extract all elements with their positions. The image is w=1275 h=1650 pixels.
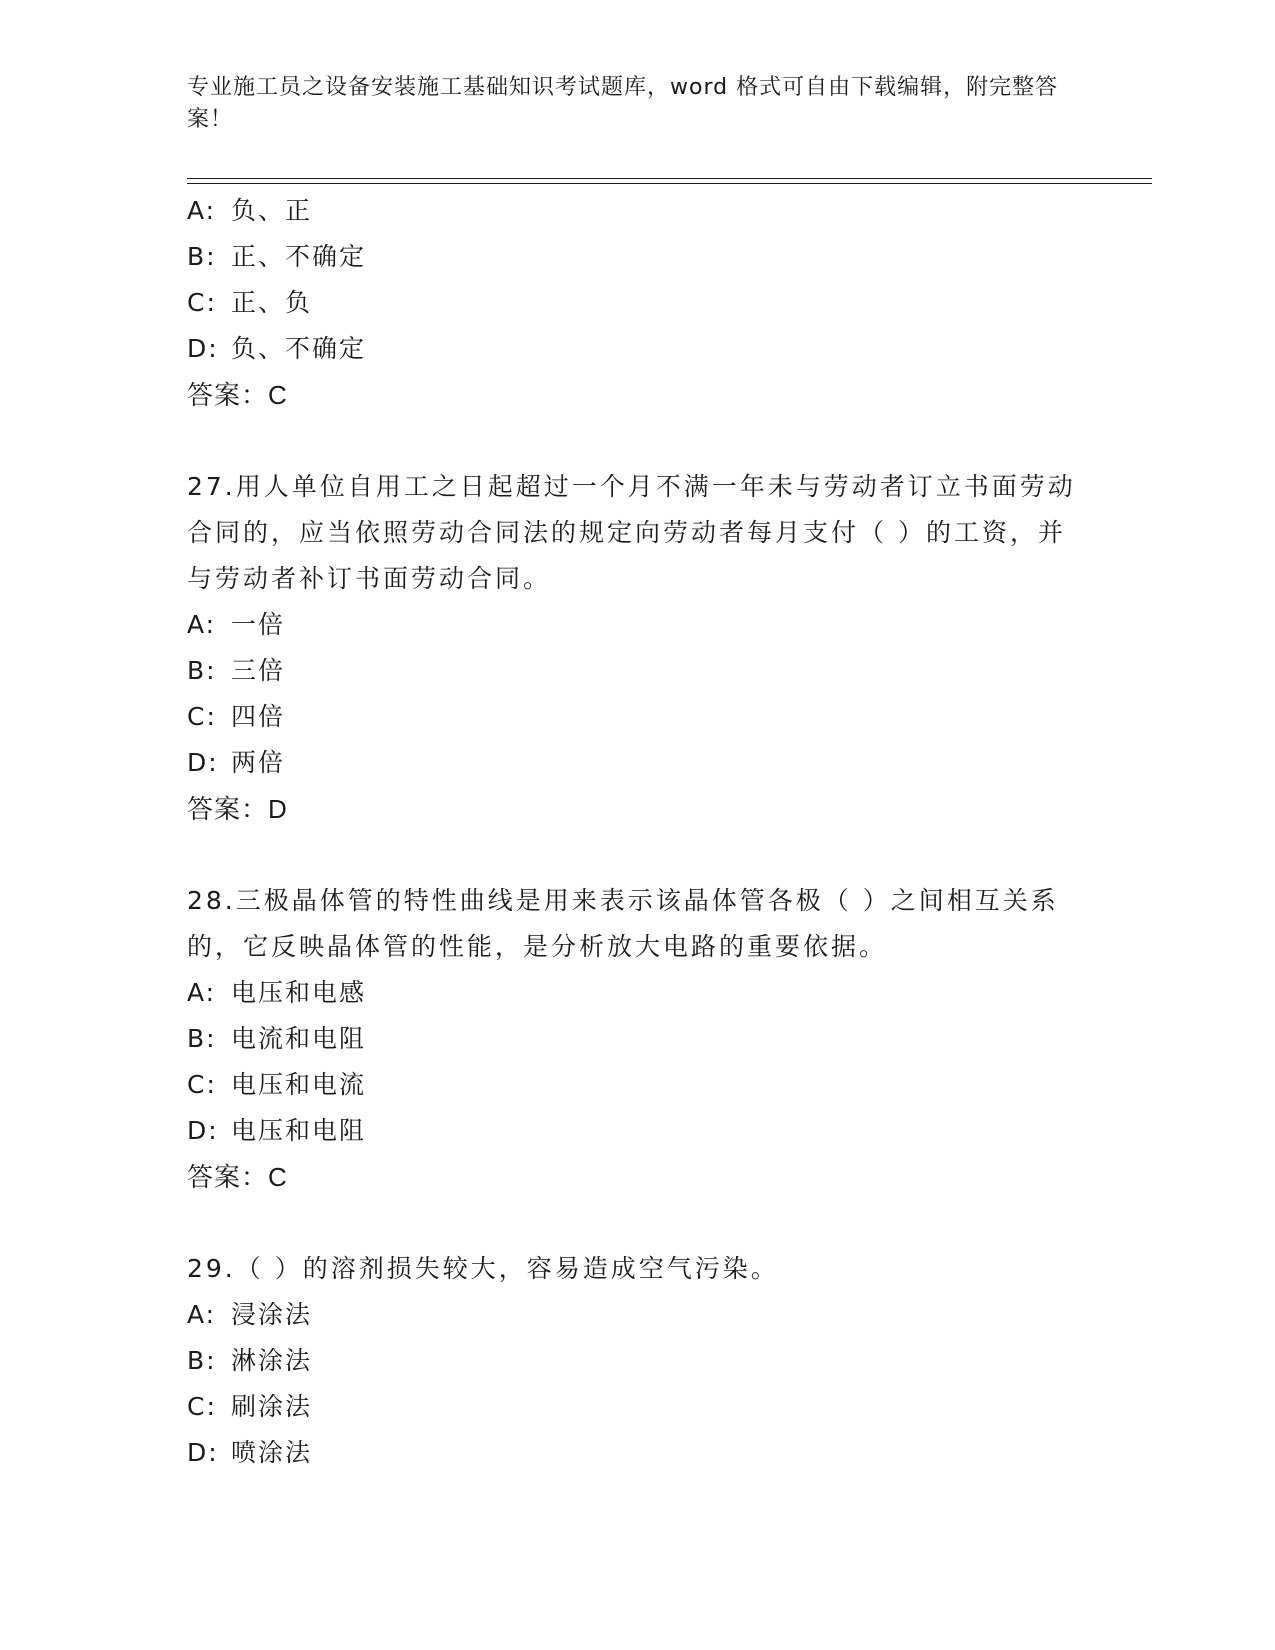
option-key: D: xyxy=(187,1438,219,1467)
option-text: 一倍 xyxy=(231,610,286,639)
option-key: B: xyxy=(187,1024,217,1053)
option-text: 负、正 xyxy=(231,196,313,225)
question-block-29 xyxy=(187,1246,1087,1476)
option-text: 喷涂法 xyxy=(231,1438,313,1467)
option-key: B: xyxy=(187,1346,217,1375)
option-key: A: xyxy=(187,610,217,639)
question-block-27 xyxy=(187,464,1087,832)
option-text: 四倍 xyxy=(231,702,286,731)
question-list xyxy=(187,188,1087,1476)
option-b xyxy=(187,1016,1087,1062)
question-stem: 28.三极晶体管的特性曲线是用来表示该晶体管各极（ ）之间相互关系的，它反映晶体管的性能，是分析放大电路的重要依据。 xyxy=(187,886,1059,961)
option-d xyxy=(187,1108,1087,1154)
option-text: 电流和电阻 xyxy=(231,1024,367,1053)
option-c xyxy=(187,280,1087,326)
option-text: 两倍 xyxy=(231,748,286,777)
option-text: 淋涂法 xyxy=(231,1346,313,1375)
option-key: C: xyxy=(187,1070,217,1099)
option-text: 刷涂法 xyxy=(231,1392,313,1421)
option-c xyxy=(187,1062,1087,1108)
option-d xyxy=(187,326,1087,372)
answer-line: 答案：C xyxy=(187,380,288,410)
option-key: A: xyxy=(187,978,217,1007)
option-text: 三倍 xyxy=(231,656,286,685)
header-rule-top xyxy=(187,178,1152,179)
question-block-26 xyxy=(187,188,1087,418)
option-a xyxy=(187,970,1087,1016)
option-b xyxy=(187,1338,1087,1384)
option-key: C: xyxy=(187,288,217,317)
option-text: 正、负 xyxy=(231,288,313,317)
header-rule-bottom xyxy=(187,183,1152,184)
option-key: D: xyxy=(187,334,219,363)
option-key: B: xyxy=(187,656,217,685)
option-b xyxy=(187,648,1087,694)
option-a xyxy=(187,1292,1087,1338)
option-key: A: xyxy=(187,1300,217,1329)
option-a xyxy=(187,188,1087,234)
option-key: D: xyxy=(187,1116,219,1145)
option-key: C: xyxy=(187,702,217,731)
option-key: A: xyxy=(187,196,217,225)
option-a xyxy=(187,602,1087,648)
option-c xyxy=(187,1384,1087,1430)
option-key: B: xyxy=(187,242,217,271)
option-c xyxy=(187,694,1087,740)
question-stem: 27.用人单位自用工之日起超过一个月不满一年未与劳动者订立书面劳动合同的，应当依照劳动合同法的规定向劳动者每月支付（ ）的工资，并与劳动者补订书面劳动合同。 xyxy=(187,472,1076,593)
question-stem: 29.（ ）的溶剂损失较大，容易造成空气污染。 xyxy=(187,1254,779,1283)
option-d xyxy=(187,740,1087,786)
option-b xyxy=(187,234,1087,280)
option-text: 浸涂法 xyxy=(231,1300,313,1329)
option-text: 电压和电阻 xyxy=(231,1116,367,1145)
option-text: 正、不确定 xyxy=(231,242,367,271)
document-header: 专业施工员之设备安装施工基础知识考试题库，word 格式可自由下载编辑，附完整答案！ xyxy=(187,75,1059,132)
answer-line: 答案：D xyxy=(187,794,288,824)
option-text: 电压和电感 xyxy=(231,978,367,1007)
answer-line: 答案：C xyxy=(187,1162,288,1192)
option-key: C: xyxy=(187,1392,217,1421)
option-d xyxy=(187,1430,1087,1476)
option-text: 负、不确定 xyxy=(231,334,367,363)
option-key: D: xyxy=(187,748,219,777)
option-text: 电压和电流 xyxy=(231,1070,367,1099)
question-block-28 xyxy=(187,878,1087,1200)
